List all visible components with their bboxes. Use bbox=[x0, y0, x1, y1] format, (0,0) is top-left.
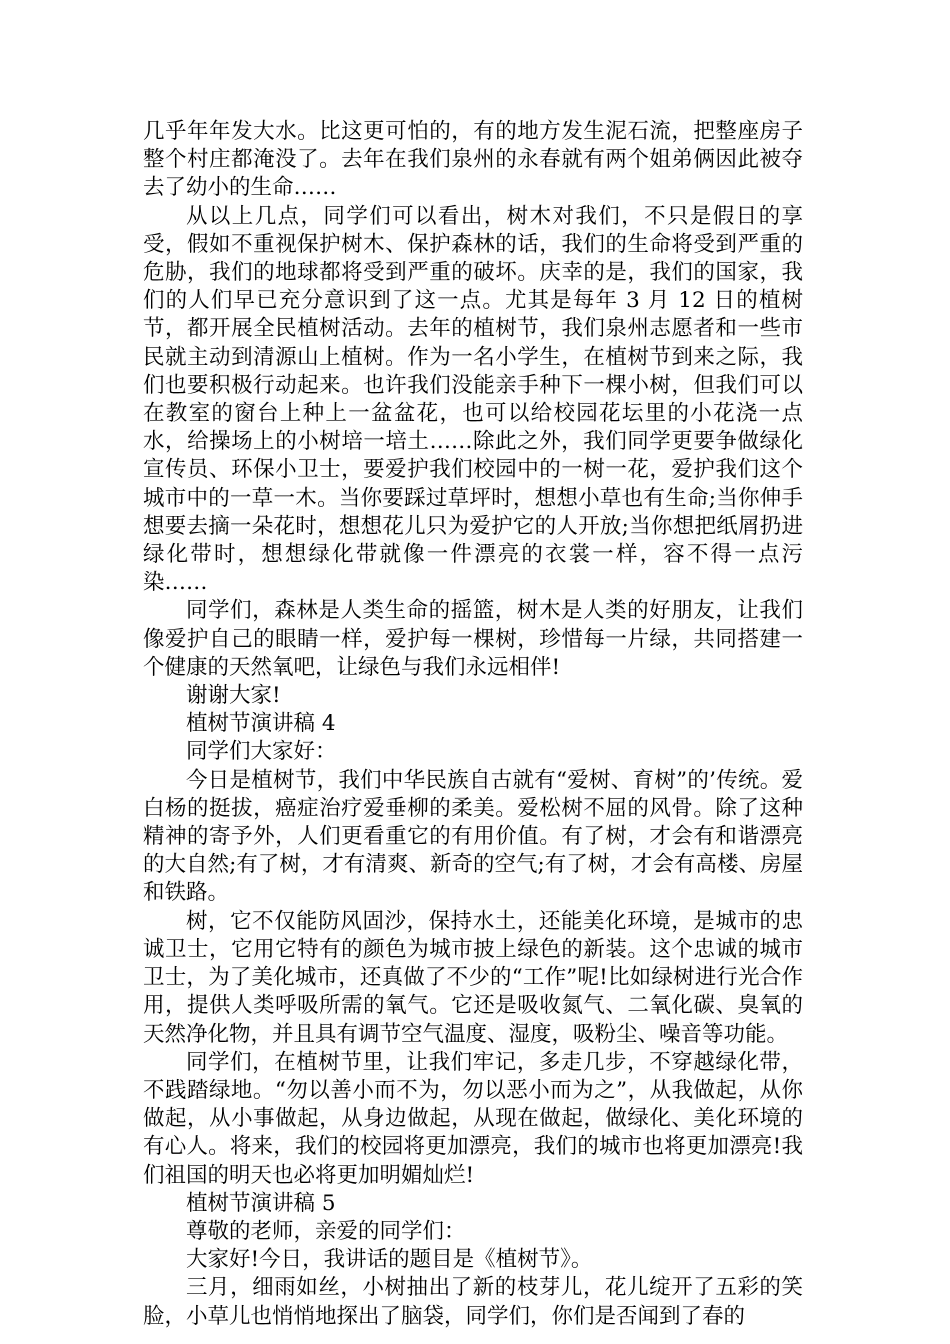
section-heading-speech-4: 植树节演讲稿 4 bbox=[186, 711, 336, 737]
paragraph-call-to-action: 同学们，在植树节里，让我们牢记，多走几步，不穿越绿化带，不践踏绿地。“勿以善小而不为，勿以恶小而为之”，从我做起，从你做起，从小事做起，从身边做起，从现在做起，做绿化、美化环境的有心人。将来，我们的校园将更加漂亮，我们的城市也将更加漂亮!我们祖国的明天也必将更加明媚灿烂! bbox=[143, 1049, 803, 1188]
paragraph-forest-cradle: 同学们，森林是人类生命的摇篮，树木是人类的好朋友，让我们像爱护自己的眼睛一样，爱护每一棵树，珍惜每一片绿，共同搭建一个健康的天然氧吧，让绿色与我们永远相伴! bbox=[143, 598, 803, 680]
paragraph-thanks: 谢谢大家! bbox=[186, 683, 281, 709]
paragraph-greeting: 同学们大家好： bbox=[186, 739, 337, 765]
paragraph-salutation: 尊敬的老师，亲爱的同学们： bbox=[186, 1218, 466, 1244]
paragraph-topic: 大家好!今日，我讲话的题目是《植树节》。 bbox=[186, 1247, 593, 1273]
paragraph-tradition: 今日是植树节，我们中华民族自古就有“爱树、育树”的’传统。爱白杨的挺拔，癌症治疗爱垂柳的柔美。爱松树不屈的风骨。除了这种精神的寄予外，人们更看重它的有用价值。有了树，才会有和谐漂亮的大自然;有了树，才有清爽、新奇的空气;有了树，才会有高楼、房屋和铁路。 bbox=[143, 767, 803, 906]
paragraph-march: 三月，细雨如丝，小树抽出了新的枝芽儿，花儿绽开了五彩的笑脸，小草儿也悄悄地探出了脑袋，同学们，你们是否闻到了春的 bbox=[143, 1275, 803, 1329]
document-page bbox=[143, 118, 803, 1331]
paragraph-conclusions: 从以上几点，同学们可以看出，树木对我们，不只是假日的享受，假如不重视保护树木、保护森林的话，我们的生命将受到严重的危胁，我们的地球都将受到严重的破坏。庆幸的是，我们的国家，我们的人们早已充分意识到了这一点。尤其是每年 3 月 12 日的植树节，都开展全民植树活动。去年的植树节，我们泉州志愿者和一些市民就主动到清源山上植树。作为一名小学生，在植树节到来之际，我们也要积极行动起来。也许我们没能亲手种下一棵小树，但我们可以在教室的窗台上种上一盆盆花，也可以给校园花坛里的小花浇一点水，给操场上的小树培一培土……除此之外，我们同学更要争做绿化宣传员、环保小卫士，要爱护我们校园中的一树一花，爱护我们这个城市中的一草一木。当你要踩过草坪时，想想小草也有生命;当你伸手想要去摘一朵花时，想想花儿只为爱护它的人开放;当你想把纸屑扔进绿化带时，想想绿化带就像一件漂亮的衣裳一样，容不得一点污染…… bbox=[143, 203, 803, 596]
paragraph-continuation: 几乎年年发大水。比这更可怕的，有的地方发生泥石流，把整座房子整个村庄都淹没了。去年在我们泉州的永春就有两个姐弟俩因此被夺去了幼小的生命…… bbox=[143, 119, 803, 201]
paragraph-tree-benefits: 树，它不仅能防风固沙，保持水土，还能美化环境，是城市的忠诚卫士，它用它特有的颜色为城市披上绿色的新装。这个忠诚的城市卫士，为了美化城市，还真做了不少的“工作”呢!比如绿树进行光合作用，提供人类呼吸所需的氧气。它还是吸收氮气、二氧化碳、臭氧的天然净化物，并且具有调节空气温度、湿度，吸粉尘、噪音等功能。 bbox=[143, 908, 803, 1047]
section-heading-speech-5: 植树节演讲稿 5 bbox=[186, 1190, 336, 1216]
